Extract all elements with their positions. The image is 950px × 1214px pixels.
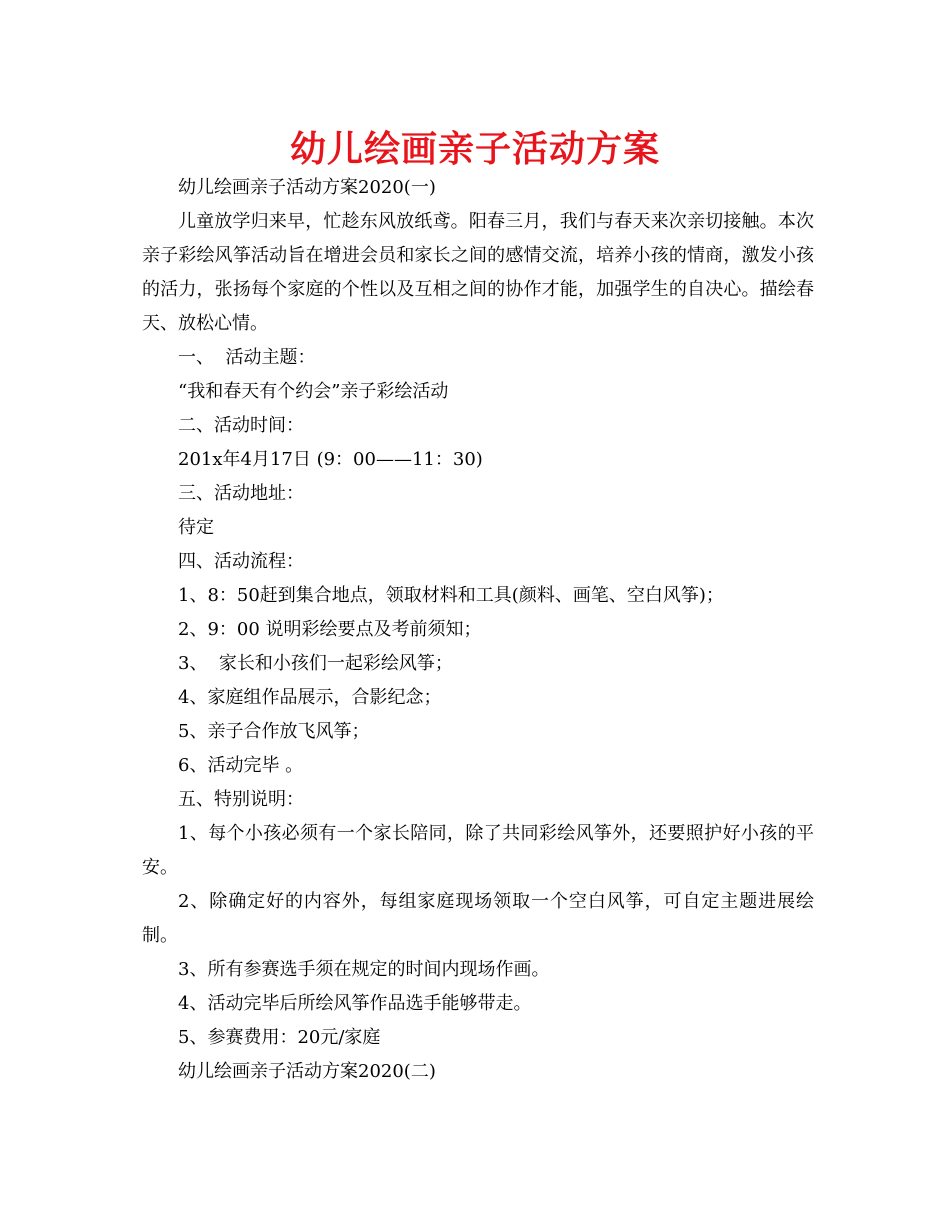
note-item-5: 5、参赛费用：20元/家庭 (178, 1027, 381, 1048)
note-item-1: 1、每个小孩必须有一个家长陪同，除了共同彩绘风筝外，还要照护好小孩的平安。 (142, 823, 814, 878)
note-item-2: 2、除确定好的内容外，每组家庭现场领取一个空白风筝，可自定主题进展绘制。 (142, 891, 814, 946)
location-text: 待定 (178, 517, 214, 538)
section-heading-process: 四、活动流程： (178, 551, 304, 572)
section-heading-notes: 五、特别说明： (178, 789, 304, 810)
process-step-2: 2、9：00 说明彩绘要点及考前须知； (178, 619, 482, 640)
document-body (142, 171, 814, 1089)
section-subtitle-1: 幼儿绘画亲子活动方案2020(一) (178, 177, 436, 198)
process-step-1: 1、8：50赶到集合地点，领取材料和工具(颜料、画笔、空白风筝)； (178, 585, 724, 606)
note-item-4: 4、活动完毕后所绘风筝作品选手能够带走。 (178, 993, 532, 1014)
section-heading-time: 二、活动时间： (178, 415, 304, 436)
process-step-3: 3、 家长和小孩们一起彩绘风筝； (178, 653, 453, 674)
section-heading-theme: 一、 活动主题： (178, 347, 316, 368)
process-step-6: 6、活动完毕 。 (178, 755, 304, 776)
process-step-4: 4、家庭组作品展示，合影纪念； (178, 687, 442, 708)
section-heading-location: 三、活动地址： (178, 483, 304, 504)
section-subtitle-2: 幼儿绘画亲子活动方案2020(二) (178, 1061, 436, 1082)
intro-paragraph: 儿童放学归来早，忙趁东风放纸鸢。阳春三月，我们与春天来次亲切接触。本次亲子彩绘风筝活动旨在增进会员和家长之间的感情交流，培养小孩的情商，激发小孩的活力，张扬每个家庭的个性以及互相之间的协作才能，加强学生的自决心。描绘春天、放松心情。 (142, 211, 814, 334)
note-item-3: 3、所有参赛选手须在规定的时间内现场作画。 (178, 959, 550, 980)
document-title: 幼儿绘画亲子活动方案 (289, 129, 660, 170)
time-text: 201x年4月17日 (9：00——11：30) (178, 449, 483, 470)
process-step-5: 5、亲子合作放飞风筝； (178, 721, 370, 742)
theme-text: “我和春天有个约会”亲子彩绘活动 (178, 381, 449, 402)
